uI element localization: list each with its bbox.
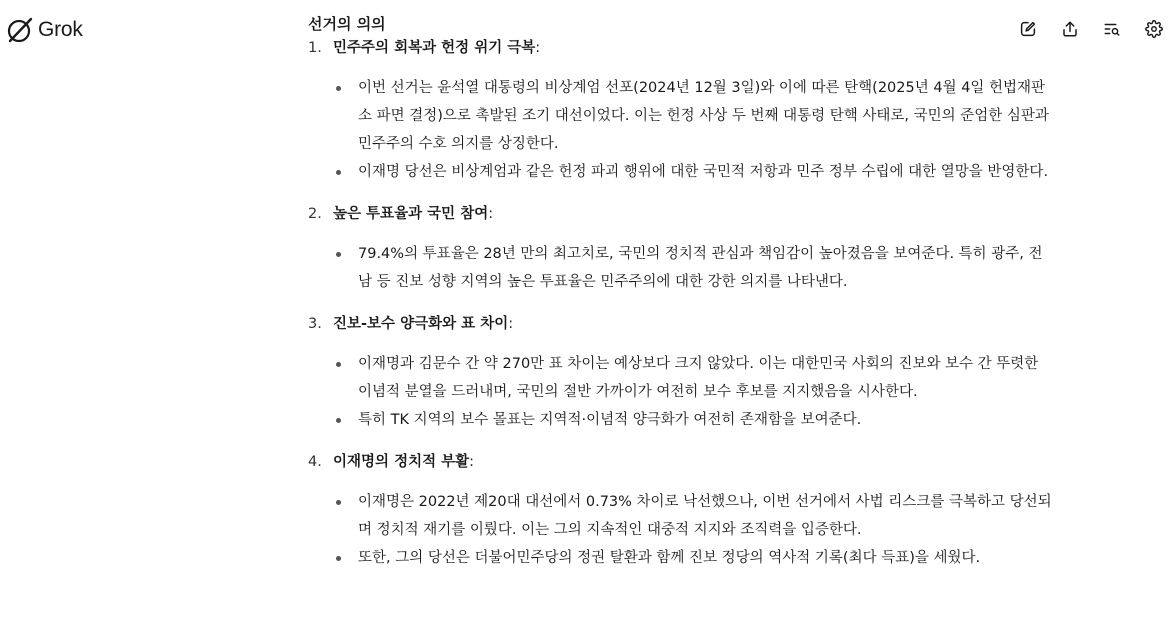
bullet-text: 이재명은 2022년 제20대 대선에서 0.73% 차이로 낙선했으나, 이번 선거에서 사법 리스크를 극복하고 당선되며 정치적 재기를 이뤘다. 이는 그의 지속적인 대중적 지지와 조직력을 입증한다. <box>358 494 1052 538</box>
bullet-list <box>308 240 1053 296</box>
bullet-dot-icon <box>336 252 341 257</box>
list-item-heading <box>308 36 1053 60</box>
settings-button[interactable] <box>1143 16 1165 42</box>
share-button[interactable] <box>1059 16 1081 42</box>
heading-text: 민주주의 회복과 헌정 위기 극복 <box>333 40 536 56</box>
list-item <box>308 450 1053 572</box>
grok-logo-icon <box>6 16 34 44</box>
list-number: 2. <box>308 206 322 222</box>
heading-text: 이재명의 정치적 부활 <box>333 454 470 470</box>
list-item-heading <box>308 312 1053 336</box>
bullet-dot-icon <box>336 86 341 91</box>
bullet-text: 또한, 그의 당선은 더불어민주당의 정권 탈환과 함께 진보 정당의 역사적 기록(최다 득표)을 세웠다. <box>358 550 981 566</box>
bullet-list <box>308 350 1053 434</box>
list-item-heading <box>308 202 1053 226</box>
gear-icon <box>1145 20 1163 38</box>
numbered-list <box>308 36 1053 572</box>
bullet-text: 이번 선거는 윤석열 대통령의 비상계엄 선포(2024년 12월 3일)와 이에 따른 탄핵(2025년 4월 4일 헌법재판소 파면 결정)으로 촉발된 조기 대선이었다. 이는 헌정 사상 두 번째 대통령 탄핵 사태로, 국민의 준엄한 심판과 민주주의 수호 의지를 상징한다. <box>358 80 1049 152</box>
bullet-dot-icon <box>336 170 341 175</box>
heading-colon: : <box>488 206 494 222</box>
grok-logo[interactable] <box>6 16 83 44</box>
heading-colon: : <box>469 454 475 470</box>
heading-colon: : <box>508 316 514 332</box>
bullet-item <box>308 406 1053 434</box>
message-content <box>308 12 1053 588</box>
search-list-icon <box>1103 20 1121 38</box>
list-number: 4. <box>308 454 322 470</box>
bullet-dot-icon <box>336 362 341 367</box>
bullet-list <box>308 74 1053 186</box>
bullet-dot-icon <box>336 418 341 423</box>
bullet-text: 79.4%의 투표율은 28년 만의 최고치로, 국민의 정치적 관심과 책임감이 높아졌음을 보여준다. 특히 광주, 전남 등 진보 성향 지역의 높은 투표율은 민주주의에 대한 강한 의지를 나타낸다. <box>358 246 1043 290</box>
list-item <box>308 312 1053 434</box>
bullet-text: 이재명과 김문수 간 약 270만 표 차이는 예상보다 크지 않았다. 이는 대한민국 사회의 진보와 보수 간 뚜렷한 이념적 분열을 드러내며, 국민의 절반 가까이가 여전히 보수 후보를 지지했음을 시사한다. <box>358 356 1039 400</box>
heading-text: 진보-보수 양극화와 표 차이 <box>333 316 509 332</box>
bullet-item <box>308 488 1053 544</box>
list-number: 3. <box>308 316 322 332</box>
heading-text: 높은 투표율과 국민 참여 <box>333 206 489 222</box>
bullet-item <box>308 544 1053 572</box>
list-item <box>308 202 1053 296</box>
list-item <box>308 36 1053 186</box>
bullet-dot-icon <box>336 556 341 561</box>
bullet-dot-icon <box>336 500 341 505</box>
bullet-item <box>308 158 1053 186</box>
heading-colon: : <box>535 40 541 56</box>
bullet-text: 특히 TK 지역의 보수 몰표는 지역적·이념적 양극화가 여전히 존재함을 보여준다. <box>358 412 862 428</box>
bullet-text: 이재명 당선은 비상계엄과 같은 헌정 파괴 행위에 대한 국민적 저항과 민주 정부 수립에 대한 열망을 반영한다. <box>358 164 1049 180</box>
search-list-button[interactable] <box>1101 16 1123 42</box>
logo-text: Grok <box>38 18 83 41</box>
list-item-heading <box>308 450 1053 474</box>
bullet-item <box>308 74 1053 158</box>
share-icon <box>1061 20 1079 38</box>
list-number: 1. <box>308 40 322 56</box>
bullet-item <box>308 240 1053 296</box>
bullet-item <box>308 350 1053 406</box>
section-title: 선거의 의의 <box>308 15 386 33</box>
bullet-list <box>308 488 1053 572</box>
